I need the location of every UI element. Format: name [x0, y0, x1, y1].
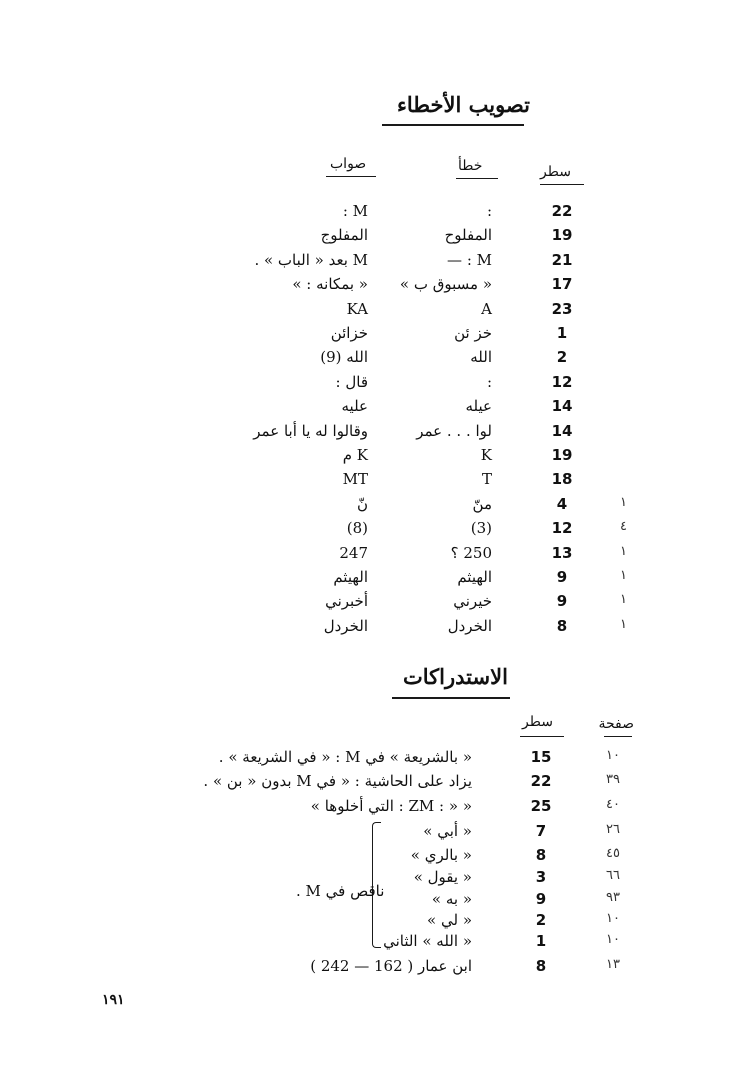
errata-row-correction: الخردل: [323, 617, 368, 635]
errata-row-error: K: [480, 446, 492, 464]
addenda-row-line: 22: [530, 772, 552, 790]
errata-row-correction: MT: [342, 470, 368, 488]
addenda-row-text: ابن عمار ( 162 — 242 ): [310, 957, 472, 975]
addenda-row-page: ١٠: [606, 911, 620, 926]
errata-row-error: عيله: [465, 397, 492, 415]
addenda-row-text: « يقول »: [413, 868, 472, 886]
errata-row-line: 21: [551, 251, 573, 269]
errata-row-correction: وقالوا له يا أبا عمر: [253, 422, 368, 440]
addenda-row-page: ٢٦: [606, 822, 620, 837]
addenda-title: الاستدراكات: [403, 664, 508, 689]
addenda-row-text: « بالري »: [410, 846, 472, 864]
addenda-row-text: « الله » الثاني: [383, 932, 472, 950]
errata-row-line: 18: [551, 470, 573, 488]
errata-row-error: (3): [470, 519, 492, 537]
addenda-row-text: « به »: [431, 890, 472, 908]
errata-row-page: ١: [620, 592, 627, 607]
errata-row-correction: خزائن: [330, 324, 368, 342]
addenda-row-line: 3: [535, 868, 547, 886]
errata-row-error: المفلوح: [444, 226, 492, 244]
addenda-row-text: « لي »: [427, 911, 472, 929]
addenda-row-line: 25: [530, 797, 552, 815]
errata-row-page: ١: [620, 617, 627, 632]
errata-row-error: الهيثم: [457, 568, 492, 586]
addenda-row-line: 7: [535, 822, 547, 840]
addenda-header-page: صفحة: [598, 716, 634, 732]
errata-row-error: A: [481, 300, 492, 318]
errata-row-correction: 247: [339, 544, 368, 562]
errata-title-rule: [382, 124, 524, 126]
errata-row-error: « مسبوق ب »: [399, 275, 492, 293]
addenda-row-page: ٤٥: [606, 846, 620, 861]
addenda-row-line: 8: [535, 846, 547, 864]
errata-row-line: 9: [556, 568, 568, 586]
addenda-row-text: « بالشريعة » في M : « في الشريعة » .: [218, 748, 472, 766]
errata-row-error: الله: [470, 348, 492, 366]
errata-row-line: 12: [551, 373, 573, 391]
page-number: ١٩١: [102, 992, 125, 1008]
errata-row-correction: « بمكانه : »: [292, 275, 368, 293]
errata-row-correction: K م: [342, 446, 368, 464]
errata-row-error: منّ: [472, 495, 492, 513]
addenda-row-line: 15: [530, 748, 552, 766]
errata-row-line: 8: [556, 617, 568, 635]
errata-row-page: ١: [620, 568, 627, 583]
addenda-row-text: « أبي »: [423, 822, 472, 840]
addenda-row-page: ١٠: [606, 932, 620, 947]
errata-row-error: T: [481, 470, 492, 488]
errata-row-correction: KA: [346, 300, 368, 318]
errata-row-line: 22: [551, 202, 573, 220]
addenda-row-text: « « : ZM : التي أخلوها »: [310, 797, 472, 815]
header-error: خطأ: [458, 158, 483, 174]
header-error-underline: [456, 178, 498, 179]
errata-row-correction: الهيثم: [333, 568, 368, 586]
errata-row-correction: أخبرني: [325, 592, 368, 610]
errata-row-line: 2: [556, 348, 568, 366]
header-line: سطر: [540, 164, 571, 180]
errata-row-line: 14: [551, 422, 573, 440]
errata-row-error: لوا . . . عمر: [416, 422, 492, 440]
brace-note: ناقص في M .: [296, 882, 385, 900]
addenda-row-line: 8: [535, 957, 547, 975]
errata-row-page: ١: [620, 495, 627, 510]
addenda-row-line: 1: [535, 932, 547, 950]
errata-row-line: 1: [556, 324, 568, 342]
errata-row-page: ١: [620, 544, 627, 559]
errata-title: تصويب الأخطاء: [397, 92, 530, 117]
header-correction: صواب: [330, 156, 367, 172]
errata-row-line: 17: [551, 275, 573, 293]
errata-row-line: 13: [551, 544, 573, 562]
addenda-header-line-underline: [520, 736, 564, 737]
errata-row-line: 19: [551, 446, 573, 464]
errata-row-line: 23: [551, 300, 573, 318]
errata-row-correction: الله (9): [320, 348, 368, 366]
addenda-header-line: سطر: [522, 714, 553, 730]
errata-row-line: 19: [551, 226, 573, 244]
addenda-row-page: ٤٠: [606, 797, 620, 812]
addenda-row-line: 9: [535, 890, 547, 908]
addenda-row-page: ١٠: [606, 748, 620, 763]
errata-row-line: 4: [556, 495, 568, 513]
errata-row-error: :: [486, 373, 492, 391]
errata-row-correction: M :: [342, 202, 368, 220]
errata-row-line: 12: [551, 519, 573, 537]
errata-row-correction: M بعد « الباب » .: [254, 251, 368, 269]
header-correction-underline: [326, 176, 376, 177]
addenda-row-page: ٩٣: [606, 890, 620, 905]
errata-row-error: :: [486, 202, 492, 220]
errata-row-error: 250 ؟: [450, 544, 492, 562]
addenda-row-line: 2: [535, 911, 547, 929]
errata-row-correction: المفلوج: [320, 226, 368, 244]
errata-row-error: M : —: [447, 251, 492, 269]
errata-row-line: 9: [556, 592, 568, 610]
errata-row-correction: قال :: [335, 373, 368, 391]
addenda-row-page: ١٣: [606, 957, 620, 972]
header-line-underline: [540, 184, 584, 185]
addenda-row-page: ٣٩: [606, 772, 620, 787]
addenda-row-page: ٦٦: [606, 868, 620, 883]
errata-row-error: خيرني: [453, 592, 492, 610]
addenda-title-rule: [392, 697, 510, 699]
addenda-row-text: يزاد على الحاشية : « في M بدون « بن » .: [203, 772, 472, 790]
errata-row-correction: عليه: [341, 397, 368, 415]
errata-row-error: الخردل: [447, 617, 492, 635]
errata-row-page: ٤: [620, 519, 627, 534]
addenda-header-page-underline: [604, 736, 632, 737]
errata-row-line: 14: [551, 397, 573, 415]
errata-row-correction: نّ: [356, 495, 368, 513]
errata-row-correction: (8): [346, 519, 368, 537]
errata-row-error: خز ئن: [454, 324, 492, 342]
